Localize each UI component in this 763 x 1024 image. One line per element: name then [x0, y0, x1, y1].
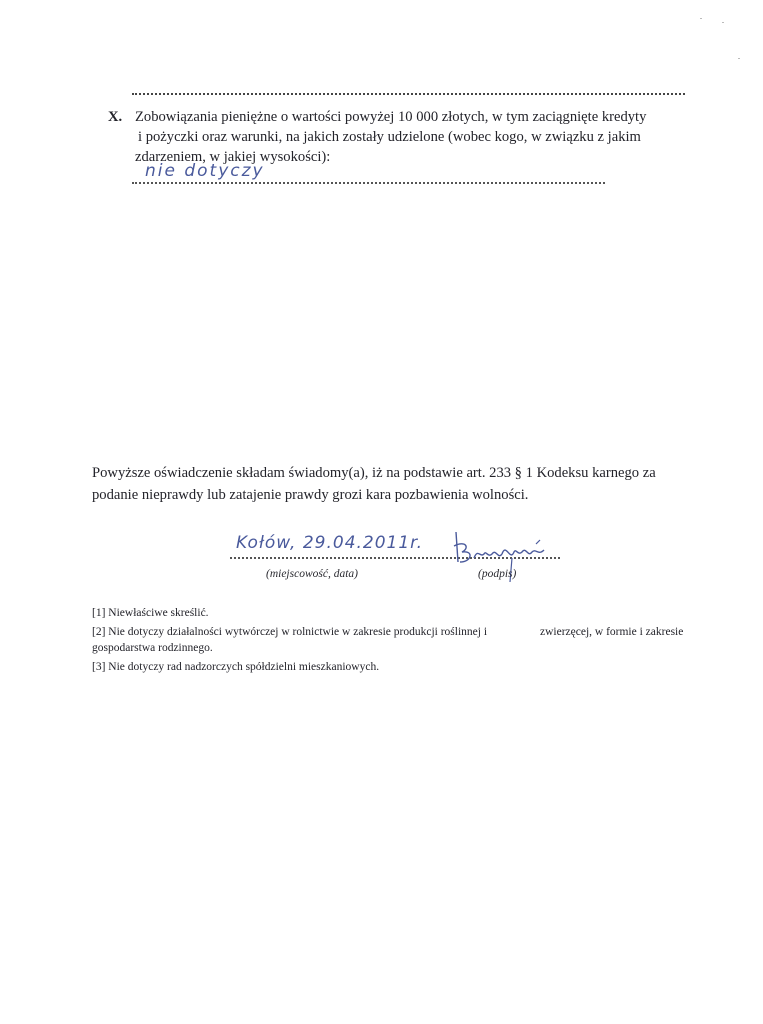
handwritten-place-date: Kołów, 29.04.2011r. [236, 533, 424, 553]
declaration-paragraph [92, 462, 712, 506]
declaration-line-1: Powyższe oświadczenie składam świadomy(a), iż na podstawie art. 233 § 1 Kodeksu karnego za [92, 465, 656, 481]
footnote-2-part-2: zwierzęcej, w formie i zakresie [540, 626, 684, 638]
scan-speck [700, 18, 702, 19]
handwritten-signature [452, 522, 562, 592]
declaration-line-2: podanie nieprawdy lub zatajenie prawdy grozi kara pozbawienia wolności. [92, 487, 529, 503]
dotted-separator-line [132, 90, 685, 95]
section-number: X. [108, 109, 123, 125]
footnote-2-line-2: gospodarstwa rodzinnego. [92, 642, 213, 654]
footnote-2 [92, 624, 712, 640]
footnote-1: [1] Niewłaściwe skreślić. [92, 607, 209, 619]
scan-speck [738, 58, 740, 59]
footnote-2-part-1: [2] Nie dotyczy działalności wytwórczej w rolnictwie w zakresie produkcji roślinnej i [92, 626, 488, 638]
section-text-line-1: Zobowiązania pieniężne o wartości powyżej 10 000 złotych, w tym zaciągnięte kredyty [135, 109, 647, 125]
handwritten-answer: nie dotyczy [145, 161, 265, 181]
signature-caption: (podpis) [478, 568, 517, 580]
scan-speck [722, 22, 724, 23]
place-date-caption: (miejscowość, data) [266, 568, 358, 580]
footnotes [92, 605, 712, 675]
footnote-3: [3] Nie dotyczy rad nadzorczych spółdzielni mieszkaniowych. [92, 661, 380, 673]
section-text-line-3: zdarzeniem, w jakiej wysokości): [135, 149, 331, 165]
section-text-line-2: i pożyczki oraz warunki, na jakich zostały udzielone (wobec kogo, w związku z jakim [138, 129, 641, 145]
